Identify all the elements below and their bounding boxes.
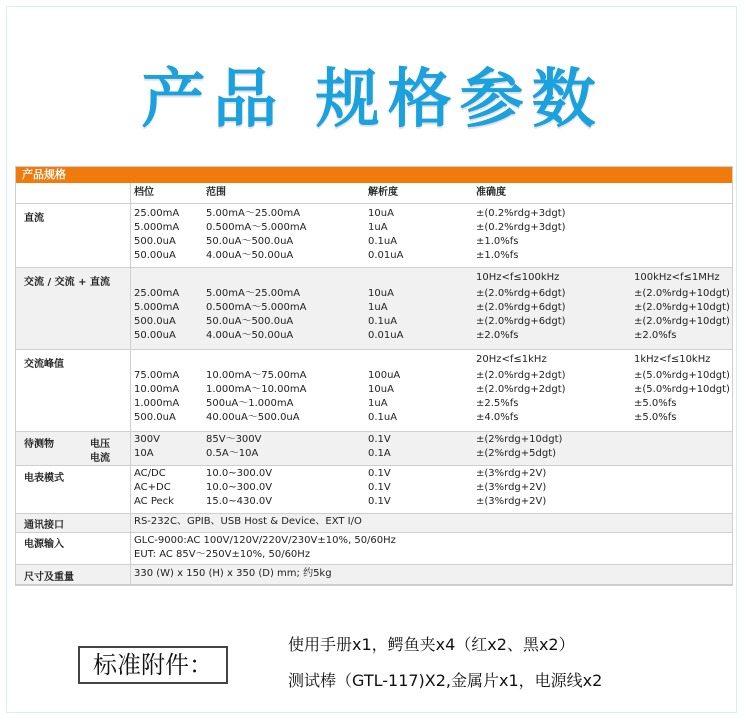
peak-span: 10.00mA～75.00mA xyxy=(206,370,307,381)
peak-accuracy-header-1: 20Hz<f≤1kHz xyxy=(476,354,547,365)
meter-accuracy: ±(3%rdg+2V) xyxy=(476,496,547,507)
dc-span: 4.00uA～50.00uA xyxy=(206,250,294,261)
peak-accuracy-2: ±5.0%fs xyxy=(634,398,677,409)
power-line-1: GLC-9000:AC 100V/120V/220V/230V±10%, 50/60Hz xyxy=(134,535,396,546)
ac-accuracy-2: ±2.0%fs xyxy=(634,330,677,341)
ac-resolution: 10uA xyxy=(368,288,394,299)
section-dc-label: 直流 xyxy=(24,213,44,224)
ac-resolution: 0.01uA xyxy=(368,330,404,341)
meter-mode: AC Peck xyxy=(134,496,174,507)
dc-span: 0.500mA～5.000mA xyxy=(206,222,307,233)
dc-accuracy: ±1.0%fs xyxy=(476,250,519,261)
peak-span: 1.000mA～10.00mA xyxy=(206,384,307,395)
dut-span: 85V～300V xyxy=(206,434,262,445)
peak-accuracy-2: ±5.0%fs xyxy=(634,412,677,423)
peak-resolution: 100uA xyxy=(368,370,401,381)
peak-resolution: 10uA xyxy=(368,384,394,395)
dc-accuracy: ±(0.2%rdg+3dgt) xyxy=(476,208,566,219)
ac-accuracy-2: ±(2.0%rdg+10dgt) xyxy=(634,302,730,313)
band-interface xyxy=(16,513,732,532)
ac-accuracy-1: ±(2.0%rdg+6dgt) xyxy=(476,288,566,299)
col-span-header: 范围 xyxy=(206,187,226,198)
meter-mode: AC/DC xyxy=(134,468,166,479)
dc-resolution: 0.01uA xyxy=(368,250,404,261)
dut-current-label: 电流 xyxy=(90,453,110,464)
peak-accuracy-1: ±(2.0%rdg+2dgt) xyxy=(476,384,566,395)
size-value: 330 (W) x 150 (H) x 350 (D) mm; 约5kg xyxy=(134,568,332,579)
dut-range: 10A xyxy=(134,448,154,459)
col-accuracy-header: 准确度 xyxy=(476,187,506,198)
dut-voltage-label: 电压 xyxy=(90,439,110,450)
ac-resolution: 0.1uA xyxy=(368,316,398,327)
col-resolution-header: 解析度 xyxy=(368,187,398,198)
ac-resolution: 1uA xyxy=(368,302,388,313)
spec-table xyxy=(15,166,733,586)
dc-resolution: 10uA xyxy=(368,208,394,219)
ac-span: 50.0uA～500.0uA xyxy=(206,316,294,327)
interface-value: RS-232C、GPIB、USB Host & Device、EXT I/O xyxy=(134,516,362,527)
peak-span: 500uA～1.000mA xyxy=(206,398,294,409)
ac-accuracy-2: ±(2.0%rdg+10dgt) xyxy=(634,316,730,327)
ac-range: 50.00uA xyxy=(134,330,176,341)
peak-resolution: 0.1uA xyxy=(368,412,398,423)
section-size-label: 尺寸及重量 xyxy=(24,572,74,583)
ac-accuracy-header-1: 10Hz<f≤100kHz xyxy=(476,272,560,283)
ac-span: 0.500mA～5.000mA xyxy=(206,302,307,313)
peak-accuracy-1: ±4.0%fs xyxy=(476,412,519,423)
section-interface-label: 通讯接口 xyxy=(24,520,64,531)
dut-accuracy: ±(2%rdg+5dgt) xyxy=(476,448,557,459)
peak-accuracy-header-2: 1kHz<f≤10kHz xyxy=(634,354,711,365)
peak-accuracy-1: ±(2.0%rdg+2dgt) xyxy=(476,370,566,381)
peak-resolution: 1uA xyxy=(368,398,388,409)
page-title: 产品 规格参数 xyxy=(141,63,604,137)
accessories-label: 标准附件： xyxy=(78,646,228,684)
meter-resolution: 0.1V xyxy=(368,482,391,493)
section-power-label: 电源输入 xyxy=(24,539,64,550)
meter-mode: AC+DC xyxy=(134,482,171,493)
meter-span: 15.0~430.0V xyxy=(206,496,273,507)
meter-resolution: 0.1V xyxy=(368,468,391,479)
ac-range: 5.000mA xyxy=(134,302,180,313)
section-meter-label: 电表模式 xyxy=(24,473,64,484)
dc-accuracy: ±1.0%fs xyxy=(476,236,519,247)
section-ac-label: 交流 / 交流 + 直流 xyxy=(24,277,110,288)
dc-range: 50.00uA xyxy=(134,250,176,261)
col-range-header: 档位 xyxy=(134,187,154,198)
dc-range: 5.000mA xyxy=(134,222,180,233)
column-divider xyxy=(130,183,131,585)
dc-resolution: 1uA xyxy=(368,222,388,233)
peak-accuracy-2: ±(5.0%rdg+10dgt) xyxy=(634,384,730,395)
dut-accuracy: ±(2%rdg+10dgt) xyxy=(476,434,563,445)
dc-accuracy: ±(0.2%rdg+3dgt) xyxy=(476,222,566,233)
meter-resolution: 0.1V xyxy=(368,496,391,507)
dut-resolution: 0.1A xyxy=(368,448,391,459)
meter-accuracy: ±(3%rdg+2V) xyxy=(476,468,547,479)
ac-accuracy-2: ±(2.0%rdg+10dgt) xyxy=(634,288,730,299)
dc-range: 500.0uA xyxy=(134,236,176,247)
ac-accuracy-1: ±(2.0%rdg+6dgt) xyxy=(476,302,566,313)
dut-resolution: 0.1V xyxy=(368,434,391,445)
section-dut-label: 待测物 xyxy=(24,439,54,450)
power-line-2: EUT: AC 85V～250V±10%, 50/60Hz xyxy=(134,549,311,560)
ac-accuracy-header-2: 100kHz<f≤1MHz xyxy=(634,272,720,283)
dc-span: 50.0uA～500.0uA xyxy=(206,236,294,247)
band-size xyxy=(16,564,732,585)
dut-range: 300V xyxy=(134,434,160,445)
dut-span: 0.5A～10A xyxy=(206,448,259,459)
dc-span: 5.00mA～25.00mA xyxy=(206,208,301,219)
spec-table-header: 产品规格 xyxy=(16,167,732,183)
peak-range: 500.0uA xyxy=(134,412,176,423)
dc-resolution: 0.1uA xyxy=(368,236,398,247)
peak-span: 40.00uA～500.0uA xyxy=(206,412,300,423)
ac-range: 25.00mA xyxy=(134,288,180,299)
peak-range: 1.000mA xyxy=(134,398,180,409)
ac-span: 5.00mA～25.00mA xyxy=(206,288,301,299)
peak-accuracy-1: ±2.5%fs xyxy=(476,398,519,409)
accessories-line-2: 测试棒（GTL-117)X2,金属片x1，电源线x2 xyxy=(288,671,603,690)
meter-span: 10.0~300.0V xyxy=(206,482,273,493)
section-peak-label: 交流峰值 xyxy=(24,359,64,370)
accessories-line-1: 使用手册x1，鳄鱼夹x4（红x2、黑x2） xyxy=(288,635,575,654)
ac-range: 500.0uA xyxy=(134,316,176,327)
peak-accuracy-2: ±(5.0%rdg+10dgt) xyxy=(634,370,730,381)
ac-span: 4.00uA～50.00uA xyxy=(206,330,294,341)
ac-accuracy-1: ±(2.0%rdg+6dgt) xyxy=(476,316,566,327)
ac-accuracy-1: ±2.0%fs xyxy=(476,330,519,341)
peak-range: 75.00mA xyxy=(134,370,180,381)
meter-accuracy: ±(3%rdg+2V) xyxy=(476,482,547,493)
meter-span: 10.0~300.0V xyxy=(206,468,273,479)
dc-range: 25.00mA xyxy=(134,208,180,219)
peak-range: 10.00mA xyxy=(134,384,180,395)
